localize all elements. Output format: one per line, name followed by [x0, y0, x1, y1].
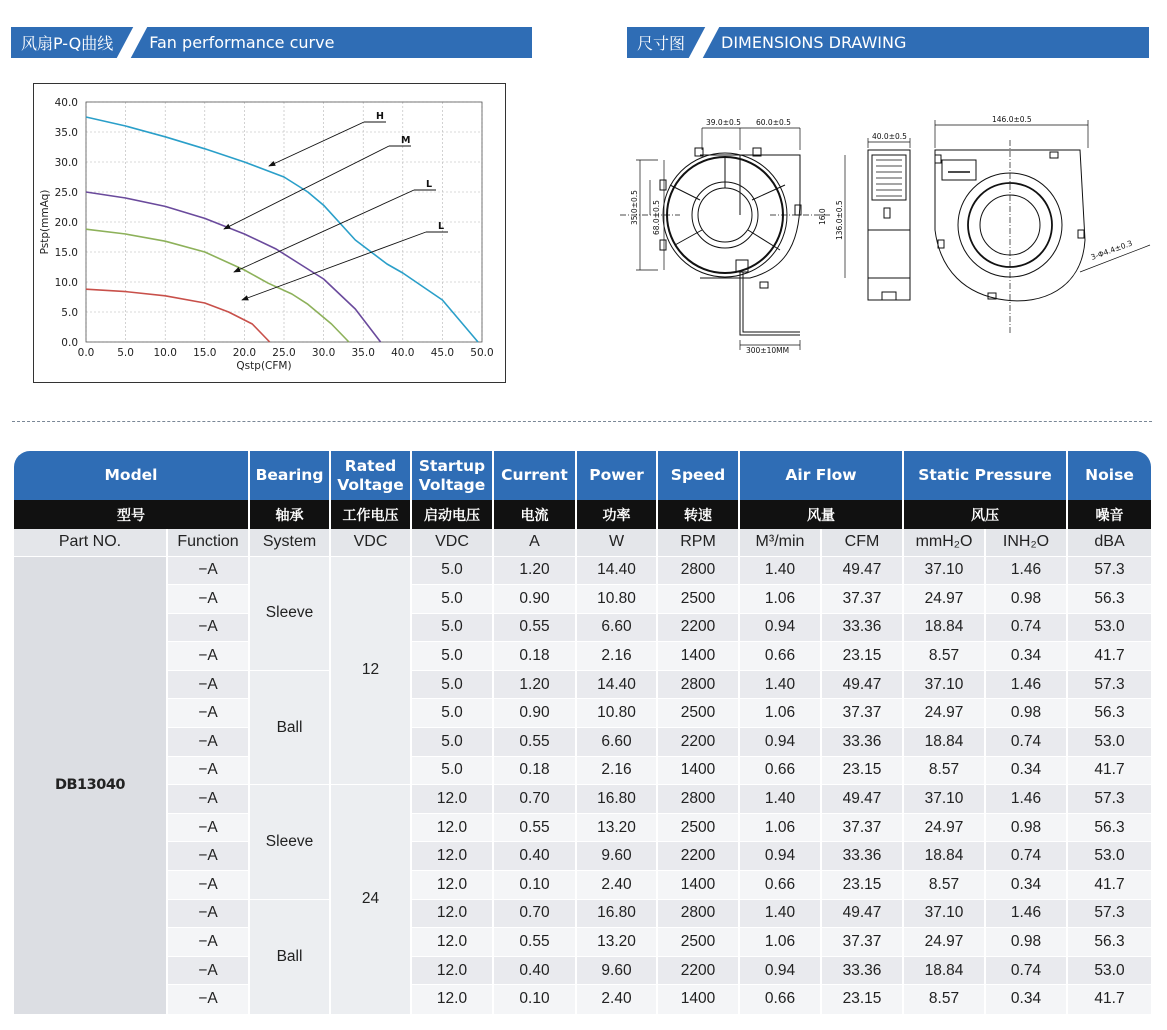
cell-noise: 53.0 [1067, 956, 1151, 985]
fan-front-view [660, 148, 801, 335]
table-row [14, 556, 1151, 585]
cell-noise: 56.3 [1067, 813, 1151, 842]
cell-power: 6.60 [576, 613, 657, 642]
header-cn-current: 电流 [493, 500, 576, 529]
cell-power: 9.60 [576, 842, 657, 871]
header-noise: Noise [1067, 451, 1151, 500]
cell-pressure-mmh2o: 37.10 [903, 899, 985, 928]
cell-function: −A [167, 728, 249, 757]
x-tick-label: 35.0 [351, 347, 375, 359]
y-tick-label: 25.0 [54, 187, 78, 199]
cell-airflow-m3: 1.40 [739, 899, 821, 928]
dim-label-1: 60.0±0.5 [756, 118, 791, 127]
cell-startup-voltage: 12.0 [411, 813, 493, 842]
cell-speed: 1400 [657, 642, 739, 671]
header-startup-voltage: Startup Voltage [411, 451, 493, 500]
table-row [14, 871, 1151, 900]
table-row [14, 585, 1151, 614]
cell-current: 0.18 [493, 756, 576, 785]
cell-airflow-cfm: 49.47 [821, 785, 903, 814]
cell-noise: 56.3 [1067, 699, 1151, 728]
cell-startup-voltage: 12.0 [411, 899, 493, 928]
cell-current: 0.55 [493, 813, 576, 842]
cell-airflow-m3: 0.94 [739, 842, 821, 871]
cell-function: −A [167, 699, 249, 728]
x-tick-label: 30.0 [311, 347, 336, 359]
cell-startup-voltage: 12.0 [411, 928, 493, 957]
cell-airflow-m3: 0.94 [739, 728, 821, 757]
x-tick-label: 20.0 [232, 347, 257, 359]
unit-vdc: VDC [330, 529, 411, 556]
cell-pressure-inh2o: 1.46 [985, 556, 1067, 585]
cell-noise: 41.7 [1067, 985, 1151, 1014]
cell-speed: 2500 [657, 813, 739, 842]
pq-chart-svg [34, 84, 507, 384]
cell-pressure-mmh2o: 8.57 [903, 756, 985, 785]
table-row [14, 985, 1151, 1014]
cell-airflow-m3: 0.66 [739, 871, 821, 900]
cell-airflow-cfm: 23.15 [821, 985, 903, 1014]
x-tick-label: 25.0 [272, 347, 296, 359]
unit-row [14, 529, 1151, 556]
cell-airflow-m3: 0.66 [739, 985, 821, 1014]
header-row-cn [14, 500, 1151, 529]
cell-function: −A [167, 670, 249, 699]
cell-speed: 1400 [657, 985, 739, 1014]
cell-airflow-m3: 1.40 [739, 556, 821, 585]
cell-speed: 2200 [657, 613, 739, 642]
cell-function: −A [167, 585, 249, 614]
cell-startup-voltage: 5.0 [411, 642, 493, 671]
cell-power: 10.80 [576, 699, 657, 728]
table-row [14, 642, 1151, 671]
y-tick-label: 35.0 [54, 127, 78, 139]
cell-startup-voltage: 5.0 [411, 556, 493, 585]
cell-current: 0.70 [493, 785, 576, 814]
cell-function: −A [167, 756, 249, 785]
bearing-cell: Ball [249, 670, 330, 784]
unit-w: W [576, 529, 657, 556]
cell-pressure-inh2o: 0.34 [985, 756, 1067, 785]
x-axis-label: Qstp(CFM) [236, 360, 292, 372]
unit-mmh2o: mmH₂O [903, 529, 985, 556]
cell-airflow-cfm: 23.15 [821, 642, 903, 671]
cell-startup-voltage: 12.0 [411, 985, 493, 1014]
cell-airflow-m3: 1.06 [739, 585, 821, 614]
header-bearing: Bearing [249, 451, 330, 500]
cell-current: 0.55 [493, 728, 576, 757]
series-line-l-3 [86, 289, 270, 342]
header-cn-power: 功率 [576, 500, 657, 529]
cell-function: −A [167, 785, 249, 814]
cell-function: −A [167, 899, 249, 928]
fan-curve-banner-en: Fan performance curve [149, 33, 335, 52]
header-cn-airflow: 风量 [739, 500, 903, 529]
cell-airflow-cfm: 33.36 [821, 728, 903, 757]
unit-vdc: VDC [411, 529, 493, 556]
cell-noise: 56.3 [1067, 585, 1151, 614]
cell-startup-voltage: 12.0 [411, 785, 493, 814]
fan-curve-banner-cn: 风扇P-Q曲线 [21, 34, 114, 53]
cell-pressure-mmh2o: 8.57 [903, 871, 985, 900]
bearing-cell: Sleeve [249, 785, 330, 899]
cell-speed: 2200 [657, 842, 739, 871]
dim-label-5: 68.0±0.5 [652, 200, 661, 235]
series-line-m-1 [86, 192, 381, 342]
cell-pressure-inh2o: 1.46 [985, 670, 1067, 699]
x-tick-label: 0.0 [77, 347, 95, 359]
table-row [14, 813, 1151, 842]
bearing-cell: Sleeve [249, 556, 330, 670]
cell-power: 2.40 [576, 985, 657, 1014]
cell-speed: 2500 [657, 585, 739, 614]
cell-pressure-inh2o: 1.46 [985, 785, 1067, 814]
cell-pressure-mmh2o: 18.84 [903, 842, 985, 871]
cell-noise: 41.7 [1067, 642, 1151, 671]
table-row [14, 842, 1151, 871]
y-tick-label: 10.0 [54, 277, 78, 289]
cell-noise: 57.3 [1067, 670, 1151, 699]
table-row [14, 756, 1151, 785]
cell-noise: 53.0 [1067, 842, 1151, 871]
fan-curve-banner [11, 27, 532, 58]
cell-pressure-inh2o: 0.98 [985, 699, 1067, 728]
cell-noise: 56.3 [1067, 928, 1151, 957]
cell-noise: 57.3 [1067, 899, 1151, 928]
cell-noise: 53.0 [1067, 728, 1151, 757]
cell-speed: 2500 [657, 928, 739, 957]
cell-pressure-mmh2o: 24.97 [903, 699, 985, 728]
cell-airflow-m3: 0.94 [739, 956, 821, 985]
cell-pressure-inh2o: 0.98 [985, 813, 1067, 842]
unit-part-no: Part NO. [14, 529, 167, 556]
cell-airflow-cfm: 23.15 [821, 756, 903, 785]
cell-speed: 1400 [657, 756, 739, 785]
cell-current: 1.20 [493, 670, 576, 699]
cell-airflow-cfm: 23.15 [821, 871, 903, 900]
cell-pressure-mmh2o: 8.57 [903, 985, 985, 1014]
table-row [14, 899, 1151, 928]
cell-function: −A [167, 871, 249, 900]
dim-label-0: 39.0±0.5 [706, 118, 741, 127]
cell-speed: 2500 [657, 699, 739, 728]
series-line-h-0 [86, 117, 478, 342]
cell-power: 13.20 [576, 813, 657, 842]
header-row-en [14, 451, 1151, 500]
y-tick-label: 0.0 [61, 337, 78, 349]
cell-power: 2.16 [576, 756, 657, 785]
cell-pressure-mmh2o: 18.84 [903, 956, 985, 985]
cell-speed: 1400 [657, 871, 739, 900]
spec-table-body [14, 556, 1151, 1014]
x-tick-label: 50.0 [470, 347, 494, 359]
cell-pressure-mmh2o: 8.57 [903, 642, 985, 671]
cell-pressure-inh2o: 0.74 [985, 956, 1067, 985]
table-row [14, 728, 1151, 757]
cell-startup-voltage: 5.0 [411, 585, 493, 614]
annotation-arrow [234, 190, 414, 272]
dim-label-7: 136.0±0.5 [835, 200, 844, 240]
cell-function: −A [167, 928, 249, 957]
spec-table [14, 451, 1151, 1014]
unit-cfm: CFM [821, 529, 903, 556]
header-cn-startup-voltage: 启动电压 [411, 500, 493, 529]
cell-airflow-m3: 1.40 [739, 785, 821, 814]
cell-pressure-mmh2o: 24.97 [903, 813, 985, 842]
x-tick-label: 40.0 [391, 347, 415, 359]
cell-airflow-m3: 1.06 [739, 813, 821, 842]
header-rated-voltage: Rated Voltage [330, 451, 411, 500]
cell-function: −A [167, 956, 249, 985]
cell-pressure-inh2o: 0.34 [985, 985, 1067, 1014]
annotation-label: M [401, 135, 411, 146]
header-power: Power [576, 451, 657, 500]
cell-startup-voltage: 5.0 [411, 756, 493, 785]
cell-current: 0.40 [493, 842, 576, 871]
cell-pressure-inh2o: 1.46 [985, 899, 1067, 928]
header-cn-bearing: 轴承 [249, 500, 330, 529]
rated-voltage-cell: 24 [330, 785, 411, 1014]
cell-function: −A [167, 813, 249, 842]
cell-pressure-inh2o: 0.34 [985, 871, 1067, 900]
header-cn-pressure: 风压 [903, 500, 1067, 529]
header-speed: Speed [657, 451, 739, 500]
y-tick-label: 15.0 [54, 247, 78, 259]
cell-airflow-cfm: 49.47 [821, 899, 903, 928]
cell-airflow-m3: 1.06 [739, 928, 821, 957]
cell-noise: 41.7 [1067, 871, 1151, 900]
header-cn-noise: 噪音 [1067, 500, 1151, 529]
cell-noise: 57.3 [1067, 785, 1151, 814]
x-tick-label: 45.0 [430, 347, 455, 359]
cell-speed: 2800 [657, 556, 739, 585]
cell-current: 0.90 [493, 585, 576, 614]
cell-startup-voltage: 5.0 [411, 670, 493, 699]
cell-pressure-mmh2o: 37.10 [903, 556, 985, 585]
cell-airflow-cfm: 37.37 [821, 928, 903, 957]
cell-power: 10.80 [576, 585, 657, 614]
unit-dba: dBA [1067, 529, 1151, 556]
cell-noise: 53.0 [1067, 613, 1151, 642]
cell-pressure-mmh2o: 24.97 [903, 928, 985, 957]
annotation-label: H [376, 111, 384, 122]
cell-airflow-cfm: 49.47 [821, 670, 903, 699]
table-row [14, 670, 1151, 699]
cell-startup-voltage: 5.0 [411, 728, 493, 757]
cell-speed: 2800 [657, 899, 739, 928]
cell-current: 0.55 [493, 928, 576, 957]
unit-m3min: M³/min [739, 529, 821, 556]
header-airflow: Air Flow [739, 451, 903, 500]
cell-startup-voltage: 5.0 [411, 613, 493, 642]
table-row [14, 956, 1151, 985]
cell-power: 9.60 [576, 956, 657, 985]
cell-current: 1.20 [493, 556, 576, 585]
annotation-arrow [269, 122, 364, 166]
cell-function: −A [167, 613, 249, 642]
unit-inh2o: INH₂O [985, 529, 1067, 556]
y-tick-label: 5.0 [61, 307, 78, 319]
unit-a: A [493, 529, 576, 556]
cell-current: 0.90 [493, 699, 576, 728]
cell-airflow-cfm: 37.37 [821, 585, 903, 614]
header-model: Model [14, 451, 249, 500]
cell-airflow-m3: 0.66 [739, 642, 821, 671]
cell-function: −A [167, 642, 249, 671]
cell-startup-voltage: 12.0 [411, 956, 493, 985]
cell-airflow-cfm: 33.36 [821, 613, 903, 642]
cell-pressure-mmh2o: 37.10 [903, 785, 985, 814]
pq-chart [33, 83, 506, 383]
y-tick-label: 40.0 [54, 97, 78, 109]
cell-current: 0.18 [493, 642, 576, 671]
model-cell: DB13040 [14, 556, 167, 1014]
cell-startup-voltage: 5.0 [411, 699, 493, 728]
x-tick-label: 10.0 [153, 347, 177, 359]
cell-airflow-cfm: 33.36 [821, 842, 903, 871]
cell-speed: 2800 [657, 785, 739, 814]
cell-current: 0.10 [493, 871, 576, 900]
section-divider [12, 421, 1152, 422]
header-static-pressure: Static Pressure [903, 451, 1067, 500]
dim-label-2: 40.0±0.5 [872, 132, 907, 141]
dimensions-drawing [620, 100, 1160, 370]
cell-power: 16.80 [576, 899, 657, 928]
cell-airflow-m3: 0.66 [739, 756, 821, 785]
cell-pressure-mmh2o: 18.84 [903, 613, 985, 642]
cell-airflow-cfm: 33.36 [821, 956, 903, 985]
cell-function: −A [167, 842, 249, 871]
cell-pressure-mmh2o: 18.84 [903, 728, 985, 757]
cell-power: 16.80 [576, 785, 657, 814]
cell-power: 2.16 [576, 642, 657, 671]
cell-startup-voltage: 12.0 [411, 871, 493, 900]
dimensions-banner-en: DIMENSIONS DRAWING [721, 33, 907, 52]
dim-label-4: 35.0±0.5 [630, 190, 639, 225]
cell-power: 14.40 [576, 670, 657, 699]
dim-label-3: 146.0±0.5 [992, 115, 1032, 124]
cell-pressure-inh2o: 0.74 [985, 728, 1067, 757]
cell-function: −A [167, 556, 249, 585]
dimensions-banner [627, 27, 1149, 58]
cell-power: 2.40 [576, 871, 657, 900]
annotation-label: L [426, 179, 433, 190]
dim-label-6: 16.0 [818, 208, 827, 225]
cell-airflow-cfm: 37.37 [821, 699, 903, 728]
cell-current: 0.40 [493, 956, 576, 985]
cell-pressure-inh2o: 0.98 [985, 928, 1067, 957]
table-row [14, 785, 1151, 814]
unit-function: Function [167, 529, 249, 556]
cell-pressure-inh2o: 0.74 [985, 613, 1067, 642]
cell-noise: 57.3 [1067, 556, 1151, 585]
cell-speed: 2800 [657, 670, 739, 699]
dimensions-banner-cn: 尺寸图 [637, 34, 686, 53]
cell-pressure-inh2o: 0.34 [985, 642, 1067, 671]
cell-speed: 2200 [657, 956, 739, 985]
cell-function: −A [167, 985, 249, 1014]
y-axis-label: Pstp(mmAq) [39, 189, 51, 255]
cell-noise: 41.7 [1067, 756, 1151, 785]
header-cn-rated-voltage: 工作电压 [330, 500, 411, 529]
cell-pressure-inh2o: 0.74 [985, 842, 1067, 871]
annotation-label: L [438, 221, 445, 232]
y-tick-label: 20.0 [54, 217, 78, 229]
header-cn-model: 型号 [14, 500, 249, 529]
cell-pressure-inh2o: 0.98 [985, 585, 1067, 614]
cell-power: 13.20 [576, 928, 657, 957]
cell-pressure-mmh2o: 24.97 [903, 585, 985, 614]
x-tick-label: 15.0 [193, 347, 217, 359]
fan-side-view [868, 150, 910, 300]
unit-system: System [249, 529, 330, 556]
rated-voltage-cell: 12 [330, 556, 411, 785]
cell-current: 0.10 [493, 985, 576, 1014]
cell-current: 0.55 [493, 613, 576, 642]
annotation-arrow [224, 146, 389, 229]
table-row [14, 699, 1151, 728]
cell-speed: 2200 [657, 728, 739, 757]
cell-power: 6.60 [576, 728, 657, 757]
header-current: Current [493, 451, 576, 500]
unit-rpm: RPM [657, 529, 739, 556]
cell-airflow-cfm: 49.47 [821, 556, 903, 585]
cell-current: 0.70 [493, 899, 576, 928]
bearing-cell: Ball [249, 899, 330, 1013]
table-row [14, 928, 1151, 957]
cell-airflow-m3: 0.94 [739, 613, 821, 642]
table-row [14, 613, 1151, 642]
dim-label-8: 3-Φ4.4±0.3 [1089, 238, 1134, 262]
header-cn-speed: 转速 [657, 500, 739, 529]
cell-airflow-m3: 1.40 [739, 670, 821, 699]
cell-startup-voltage: 12.0 [411, 842, 493, 871]
cell-pressure-mmh2o: 37.10 [903, 670, 985, 699]
y-tick-label: 30.0 [54, 157, 78, 169]
x-tick-label: 5.0 [117, 347, 134, 359]
cell-airflow-m3: 1.06 [739, 699, 821, 728]
dim-label-9: 300±10MM [746, 346, 790, 355]
cell-power: 14.40 [576, 556, 657, 585]
cell-airflow-cfm: 37.37 [821, 813, 903, 842]
